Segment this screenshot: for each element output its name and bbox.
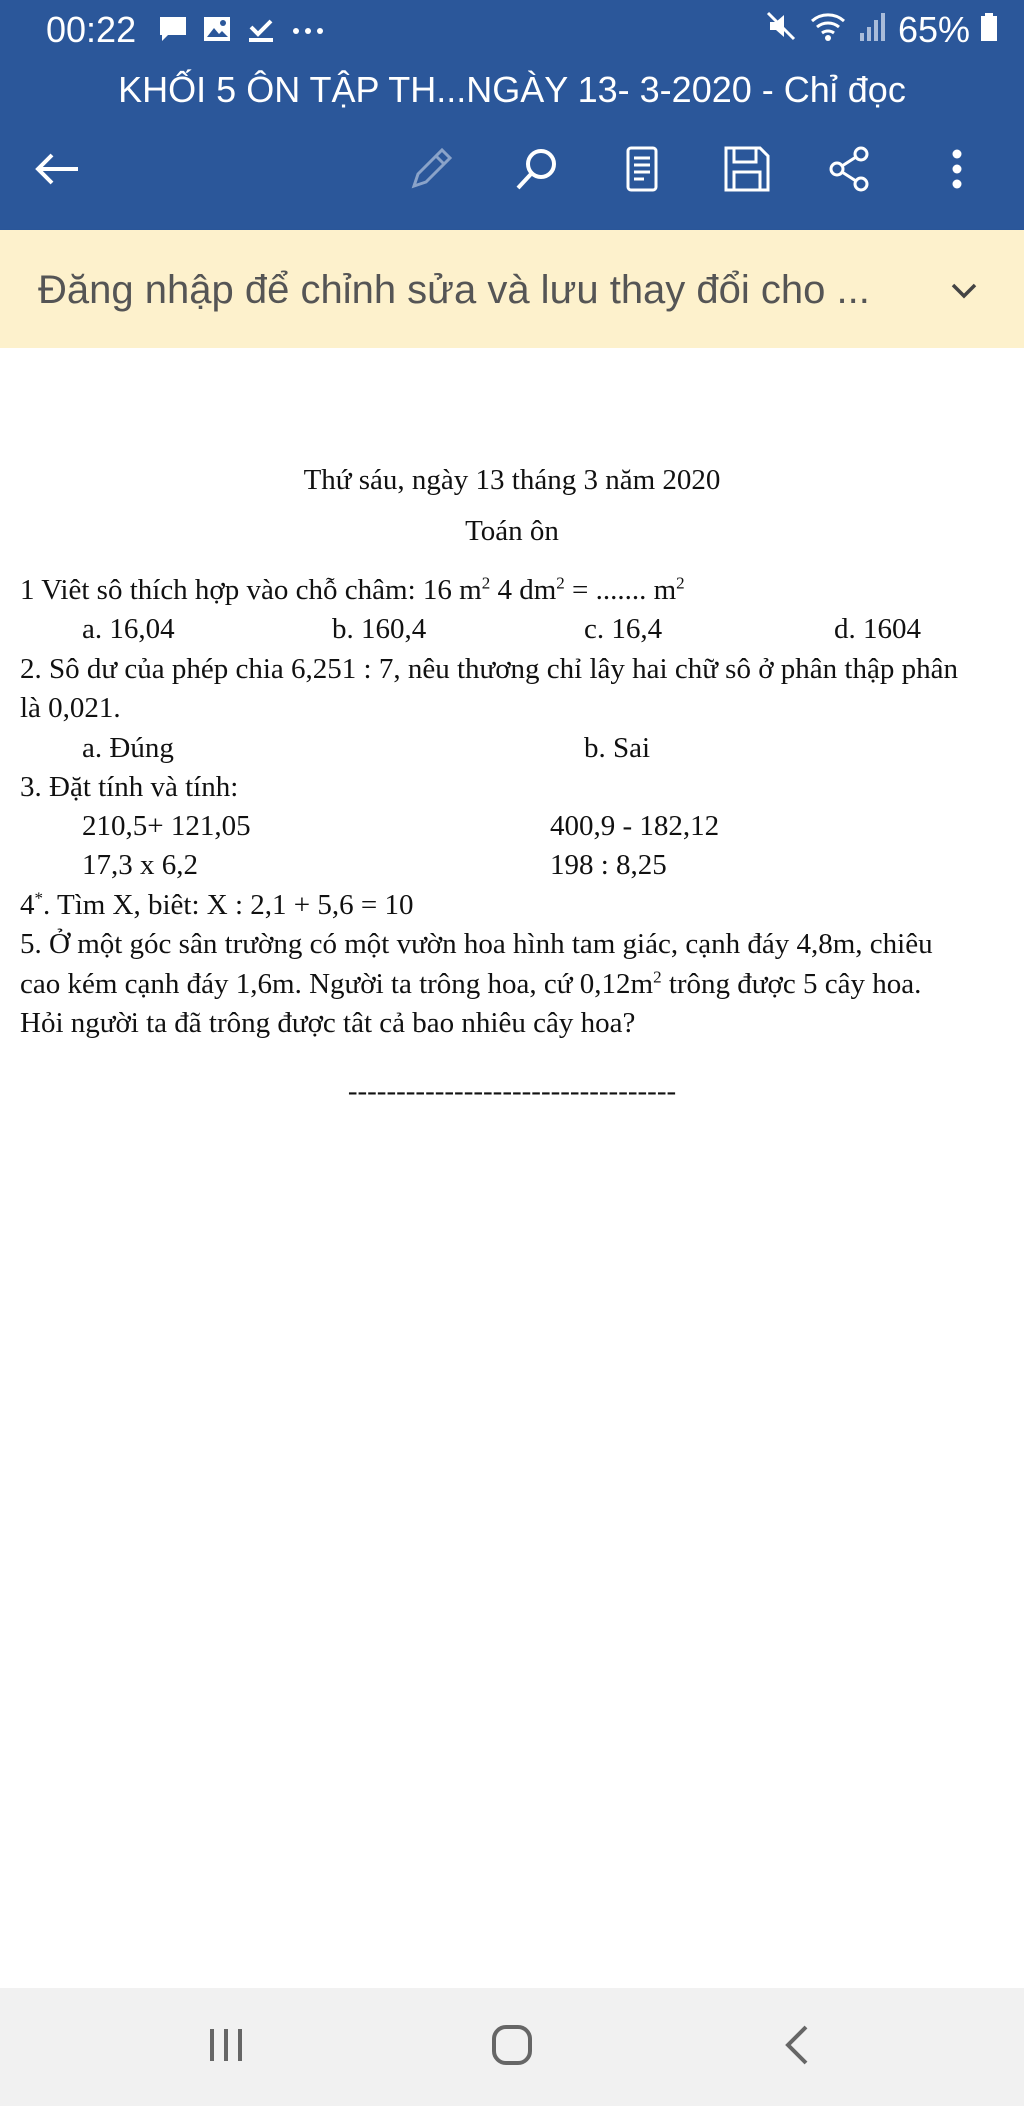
back-nav-button[interactable] [738,1988,858,2106]
message-icon [158,15,188,48]
more-dots-icon [290,15,326,48]
toolbar [0,134,1024,208]
document-page [0,348,1024,1988]
divider: ---------------------------------- [347,1075,677,1107]
q3-item: 17,3 x 6,2 [82,849,198,881]
search-icon [512,144,562,199]
question-5-line-1: 5. Ở một góc sân trường có một vườn hoa hình tam giác, cạnh đáy 4,8m, chiêu [20,928,933,960]
system-status [764,8,998,52]
more-options-button[interactable] [920,134,994,208]
share-icon [825,144,875,199]
wifi-icon [808,9,848,52]
question-5-line-3: Hỏi người ta đã trông được tât cả bao nhiêu cây hoa? [20,1007,636,1039]
edit-pencil-icon [406,144,456,199]
back-button[interactable] [20,134,94,208]
image-icon [202,15,232,48]
question-2-line-2: là 0,021. [20,692,121,724]
share-button[interactable] [813,134,887,208]
q3-item: 400,9 - 182,12 [550,810,720,842]
mute-icon [764,9,798,52]
back-arrow-icon [32,149,82,194]
reading-view-button[interactable] [605,134,679,208]
status-time: 00:22 [46,9,137,50]
q3-item: 198 : 8,25 [550,849,667,881]
download-done-icon [246,15,276,48]
signal-icon [858,9,888,52]
status-bar [0,0,1024,62]
question-1: 1 Viêt sô thích hợp vào chỗ châm: 16 $m^2$ 4 $dm^2$ = ....... $m^2$ [20,573,685,606]
reading-view-icon [622,144,662,199]
back-icon [778,2021,818,2074]
q1-option-b: b. 160,4 [332,613,427,645]
q3-item: 210,5+ 121,05 [82,810,251,842]
save-icon [722,144,772,199]
question-2-line-1: 2. Sô dư của phép chia 6,251 : 7, nêu thương chỉ lây hai chữ sô ở phân thập phân [20,653,958,685]
q2-option-a: a. Đúng [82,732,174,764]
question-4: 4*. Tìm X, biêt: X : 2,1 + 5,6 = 10 [20,888,414,921]
search-button[interactable] [500,134,574,208]
signin-banner[interactable] [0,230,1024,348]
document-title: KHỐI 5 ÔN TẬP TH...NGÀY 13- 3-2020 - Chỉ đọc [118,69,906,110]
more-vertical-icon [947,144,967,199]
notification-icons [158,14,326,48]
home-icon [488,2021,536,2074]
battery-icon [980,9,998,51]
question-3-heading: 3. Đặt tính và tính: [20,771,239,803]
save-button[interactable] [710,134,784,208]
date-line: Thứ sáu, ngày 13 tháng 3 năm 2020 [303,464,721,496]
recent-apps-icon [204,2023,248,2072]
home-button[interactable] [452,1988,572,2106]
battery-level: 65% [897,9,970,50]
q1-option-d: d. 1604 [834,613,921,645]
edit-button[interactable] [394,134,468,208]
q1-option-a: a. 16,04 [82,613,175,645]
q2-option-b: b. Sai [584,732,651,764]
chevron-down-icon[interactable] [940,266,988,314]
question-5-line-2: cao kém cạnh đáy 1,6m. Người ta trông hoa, cứ $0,12m^2$ trông được 5 cây hoa. [20,967,922,1000]
q1-option-c: c. 16,4 [584,613,663,645]
system-nav-bar [0,1988,1024,2106]
recent-apps-button[interactable] [166,1988,286,2106]
banner-text: Đăng nhập để chỉnh sửa và lưu thay đổi cho ... [38,268,870,312]
app-header [0,0,1024,230]
subject-heading: Toán ôn [465,515,559,547]
